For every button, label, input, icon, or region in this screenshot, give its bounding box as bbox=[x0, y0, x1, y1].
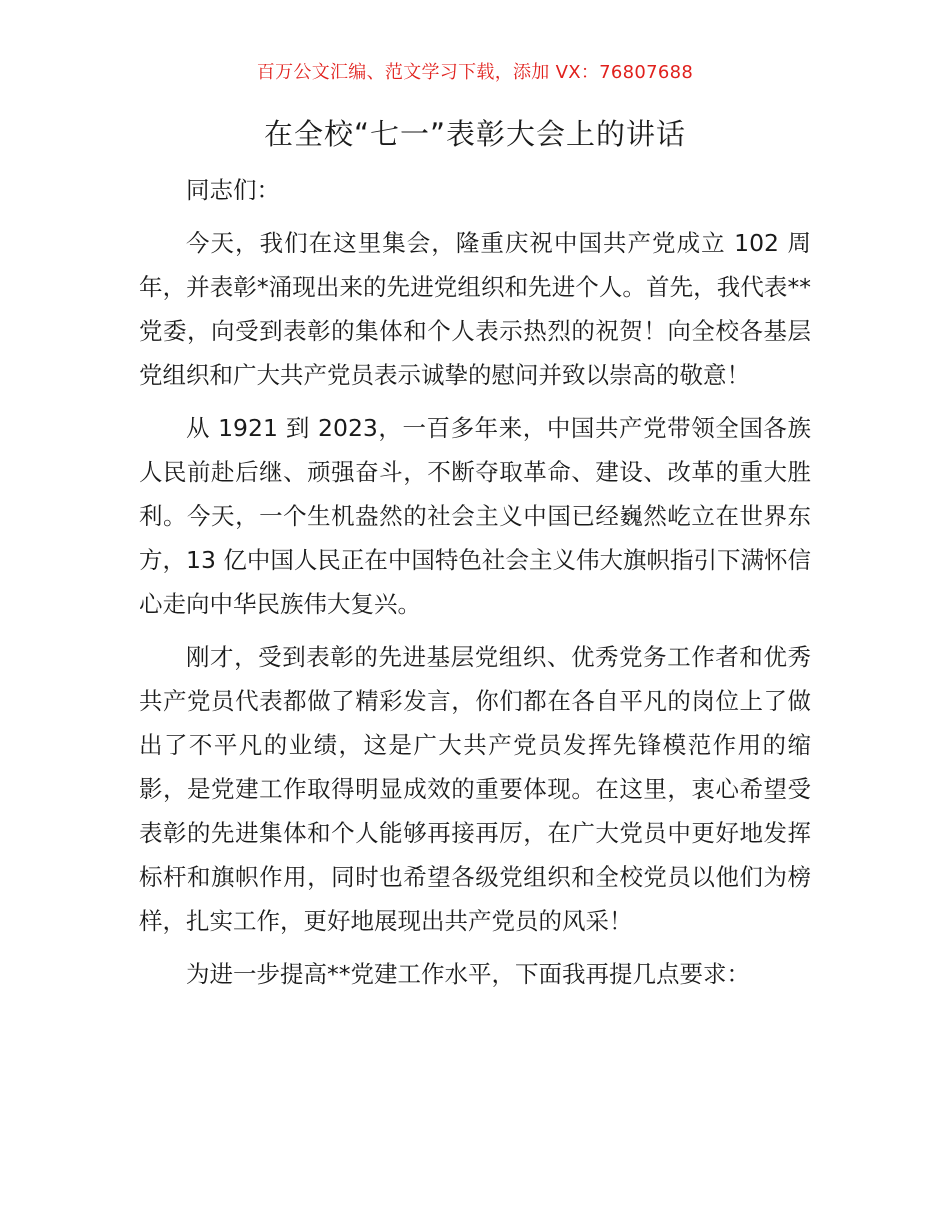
paragraph-3: 刚才，受到表彰的先进基层党组织、优秀党务工作者和优秀共产党员代表都做了精彩发言，你们都在各自平凡的岗位上了做出了不平凡的业绩，这是广大共产党员发挥先锋模范作用的缩影，是党建工作取得明显成效的重要体现。在这里，衷心希望受表彰的先进集体和个人能够再接再厉，在广大党员中更好地发挥标杆和旗帜作用，同时也希望各级党组织和全校党员以他们为榜样，扎实工作，更好地展现出共产党员的风采！ bbox=[139, 643, 811, 935]
document-title: 在全校“七一”表彰大会上的讲话 bbox=[263, 117, 687, 151]
paragraph-2: 从 1921 到 2023，一百多年来，中国共产党带领全国各族人民前赴后继、顽强奋斗，不断夺取革命、建设、改革的重大胜利。今天，一个生机盎然的社会主义中国已经巍然屹立在世界东方，13 亿中国人民正在中国特色社会主义伟大旗帜指引下满怀信心走向中华民族伟大复兴。 bbox=[139, 414, 811, 618]
paragraph-4: 为进一步提高**党建工作水平，下面我再提几点要求： bbox=[186, 960, 750, 988]
paragraph-1: 今天，我们在这里集会，隆重庆祝中国共产党成立 102 周年，并表彰*涌现出来的先进党组织和先进个人。首先，我代表**党委，向受到表彰的集体和个人表示热烈的祝贺！向全校各基层党组织和广大共产党员表示诚挚的慰问并致以崇高的敬意！ bbox=[139, 229, 811, 389]
document-body bbox=[139, 168, 811, 1005]
header-note: 百万公文汇编、范文学习下载，添加 VX：76807688 bbox=[256, 62, 694, 83]
greeting: 同志们： bbox=[186, 176, 280, 204]
